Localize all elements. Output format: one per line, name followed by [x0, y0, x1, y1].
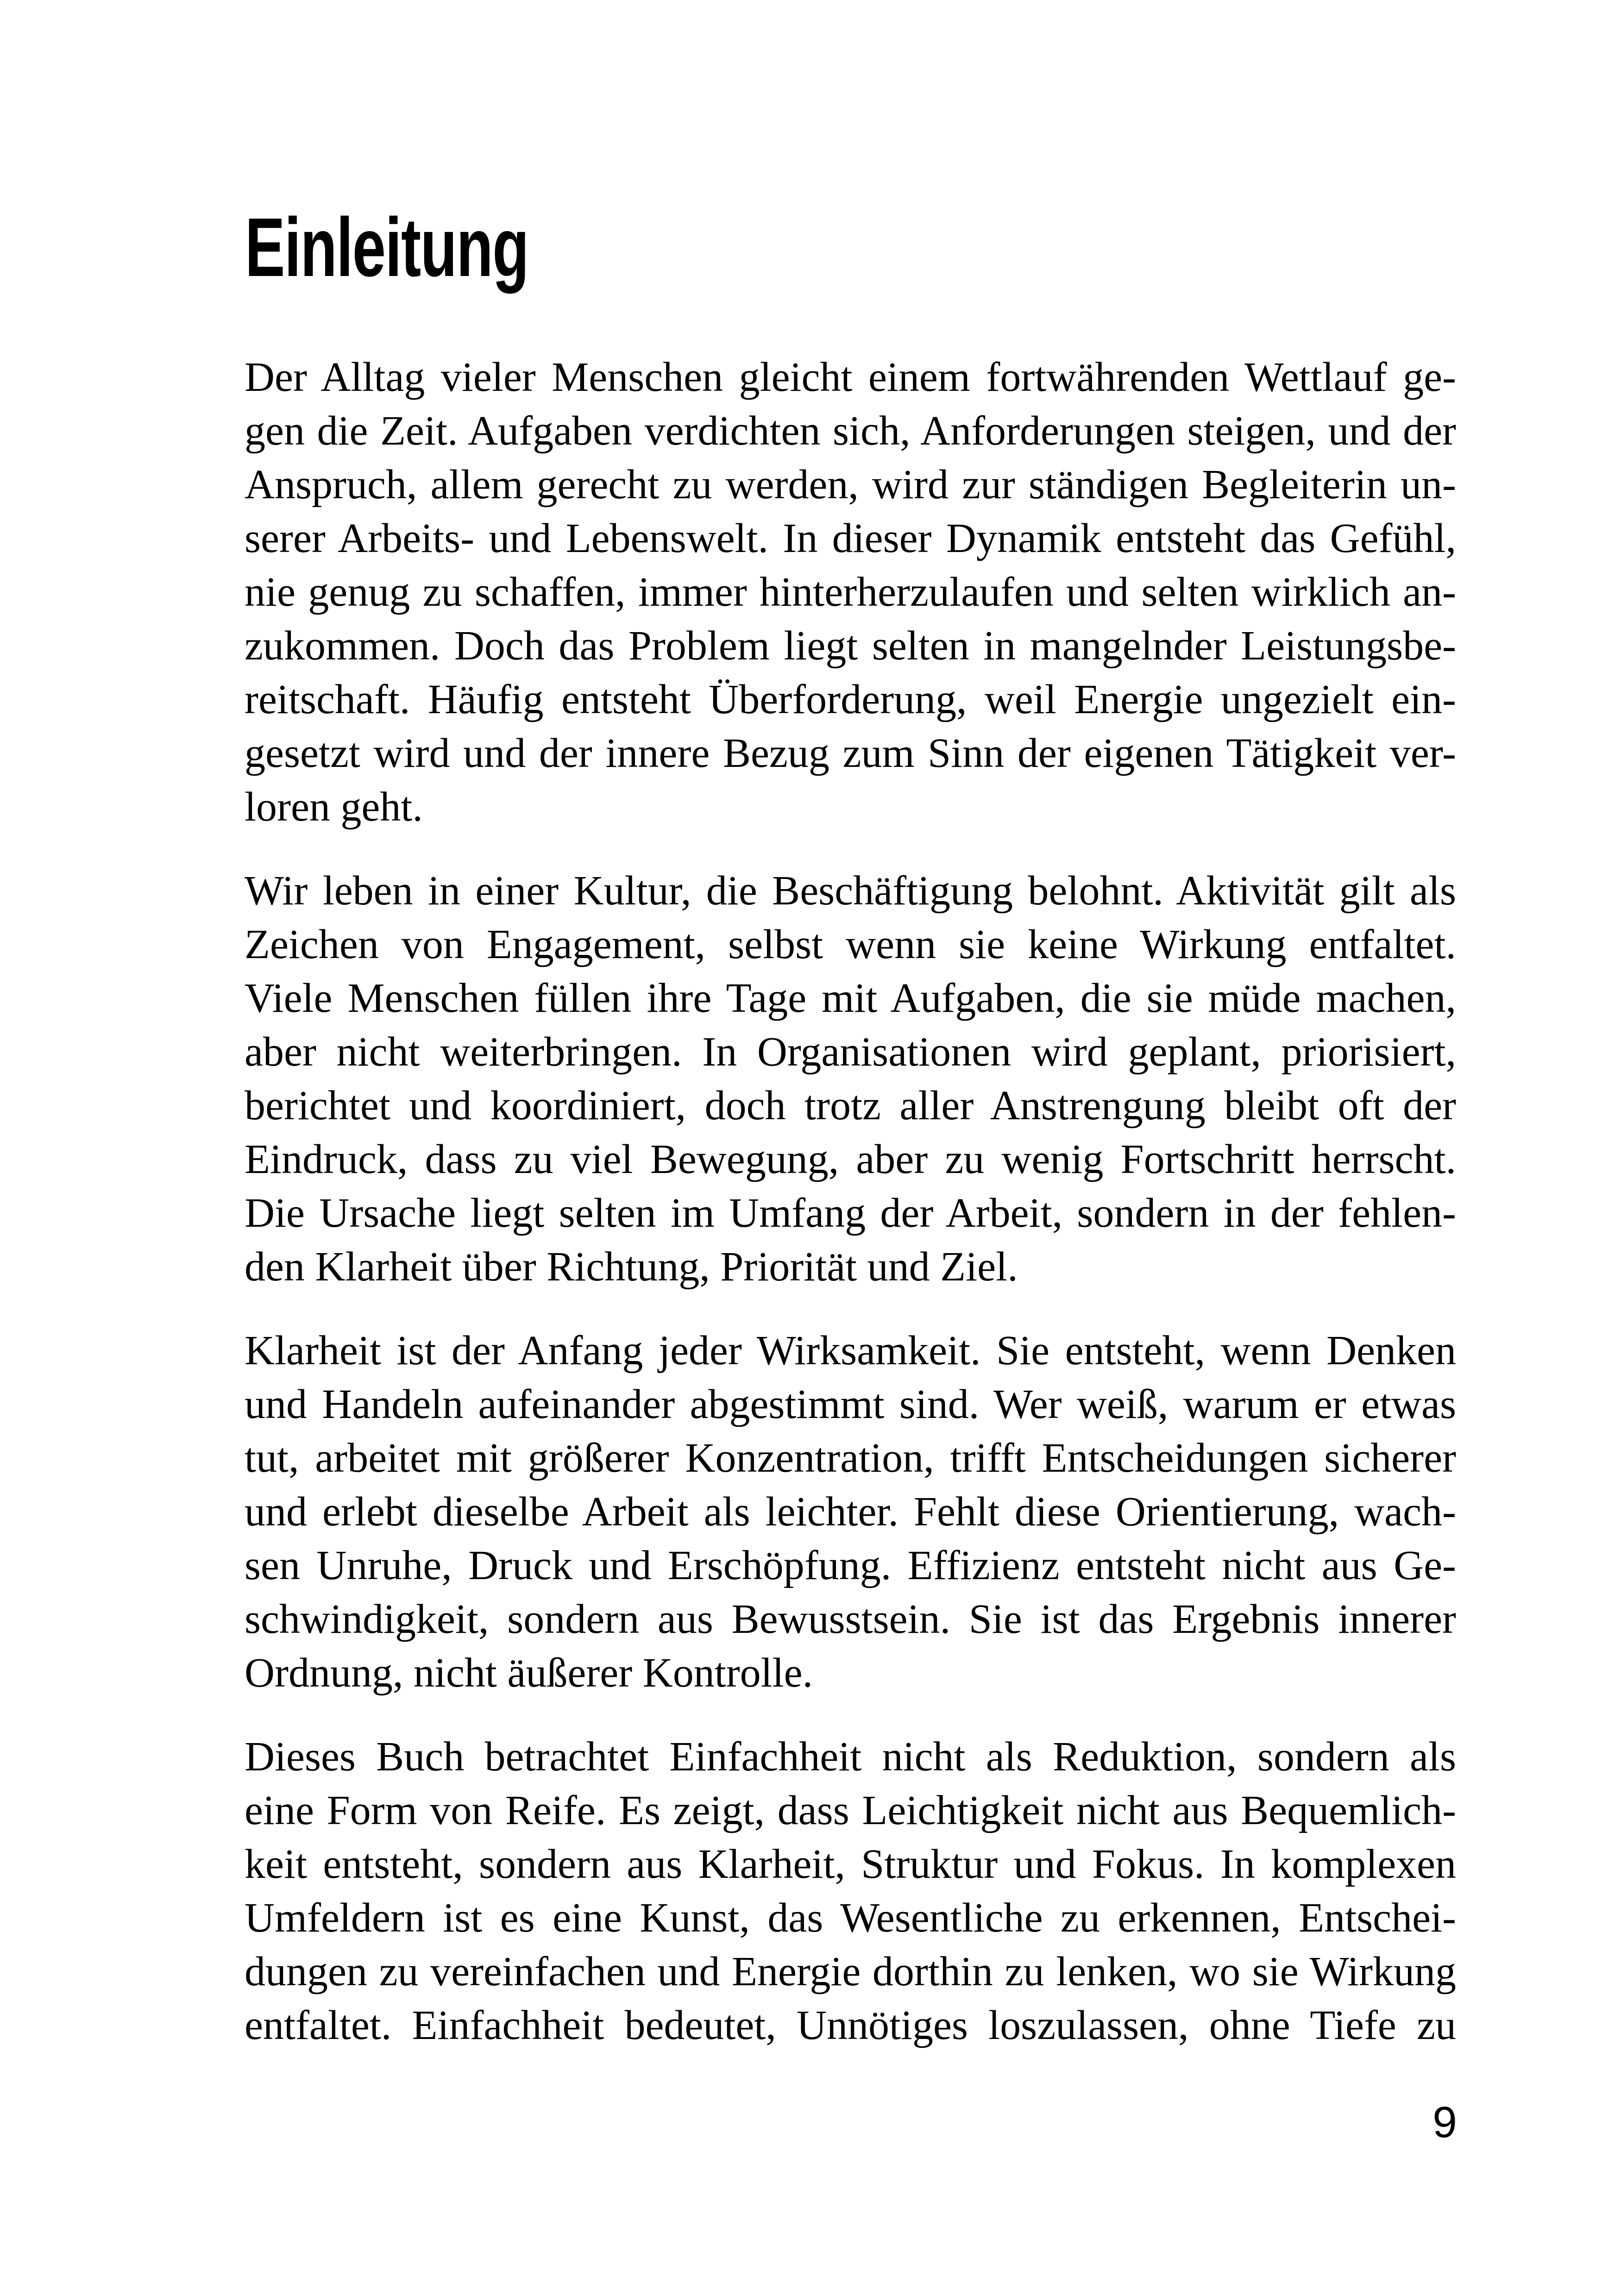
- text-line: Der Alltag vieler Menschen gleicht einem fortwährenden Wettlauf ge-: [245, 354, 1456, 400]
- text-line: reitschaft. Häufig entsteht Überforderung, weil Energie ungezielt ein-: [245, 677, 1456, 722]
- text-line: den Klarheit über Richtung, Priorität und Ziel.: [245, 1244, 1018, 1290]
- text-line: zukommen. Doch das Problem liegt selten in mangelnder Leistungsbe-: [245, 623, 1456, 669]
- body-text: [245, 351, 1456, 2083]
- text-line: berichtet und koordiniert, doch trotz aller Anstrengung bleibt oft der: [245, 1083, 1456, 1129]
- text-line: loren geht.: [245, 784, 423, 830]
- text-line: Viele Menschen füllen ihre Tage mit Aufgaben, die sie müde machen,: [245, 975, 1456, 1021]
- text-line: dungen zu vereinfachen und Energie dorthin zu lenken, wo sie Wirkung: [245, 1949, 1456, 1995]
- text-line: tut, arbeitet mit größerer Konzentration, trifft Entscheidungen sicherer: [245, 1435, 1456, 1481]
- paragraph: [245, 351, 1456, 834]
- paragraph: [245, 1730, 1456, 2052]
- text-line: schwindigkeit, sondern aus Bewusstsein. Sie ist das Ergebnis innerer: [245, 1596, 1456, 1642]
- paragraph: [245, 1324, 1456, 1700]
- text-line: nie genug zu schaffen, immer hinterherzulaufen und selten wirklich an-: [245, 569, 1456, 615]
- text-line: eine Form von Reife. Es zeigt, dass Leichtigkeit nicht aus Bequemlich-: [245, 1788, 1456, 1833]
- text-line: Eindruck, dass zu viel Bewegung, aber zu wenig Fortschritt herrscht.: [245, 1136, 1456, 1182]
- paragraph: [245, 864, 1456, 1294]
- text-line: gen die Zeit. Aufgaben verdichten sich, Anforderungen steigen, und der: [245, 408, 1456, 454]
- chapter-title: Einleitung: [245, 201, 528, 294]
- text-line: Ordnung, nicht äußerer Kontrolle.: [245, 1650, 813, 1696]
- text-line: Klarheit ist der Anfang jeder Wirksamkeit. Sie entsteht, wenn Denken: [245, 1328, 1456, 1374]
- text-line: serer Arbeits- und Lebenswelt. In dieser Dynamik entsteht das Gefühl,: [245, 515, 1456, 561]
- text-line: gesetzt wird und der innere Bezug zum Sinn der eigenen Tätigkeit ver-: [245, 730, 1456, 776]
- text-line: Wir leben in einer Kultur, die Beschäftigung belohnt. Aktivität gilt als: [245, 868, 1456, 914]
- text-line: Die Ursache liegt selten im Umfang der Arbeit, sondern in der fehlen-: [245, 1190, 1456, 1236]
- page-number: 9: [1433, 2098, 1457, 2147]
- text-line: und erlebt dieselbe Arbeit als leichter. Fehlt diese Orientierung, wach-: [245, 1489, 1456, 1535]
- text-line: und Handeln aufeinander abgestimmt sind. Wer weiß, warum er etwas: [245, 1381, 1456, 1427]
- text-line: Anspruch, allem gerecht zu werden, wird zur ständigen Begleiterin un-: [245, 462, 1456, 508]
- text-line: sen Unruhe, Druck und Erschöpfung. Effizienz entsteht nicht aus Ge-: [245, 1543, 1456, 1588]
- text-line: Umfeldern ist es eine Kunst, das Wesentliche zu erkennen, Entschei-: [245, 1895, 1456, 1941]
- text-line: Zeichen von Engagement, selbst wenn sie keine Wirkung entfaltet.: [245, 922, 1456, 967]
- text-line: keit entsteht, sondern aus Klarheit, Struktur und Fokus. In komplexen: [245, 1841, 1456, 1887]
- text-line: Dieses Buch betrachtet Einfachheit nicht als Reduktion, sondern als: [245, 1734, 1456, 1780]
- text-line: entfaltet. Einfachheit bedeutet, Unnötiges loszulassen, ohne Tiefe zu: [245, 2002, 1456, 2048]
- text-line: aber nicht weiterbringen. In Organisationen wird geplant, priorisiert,: [245, 1029, 1456, 1075]
